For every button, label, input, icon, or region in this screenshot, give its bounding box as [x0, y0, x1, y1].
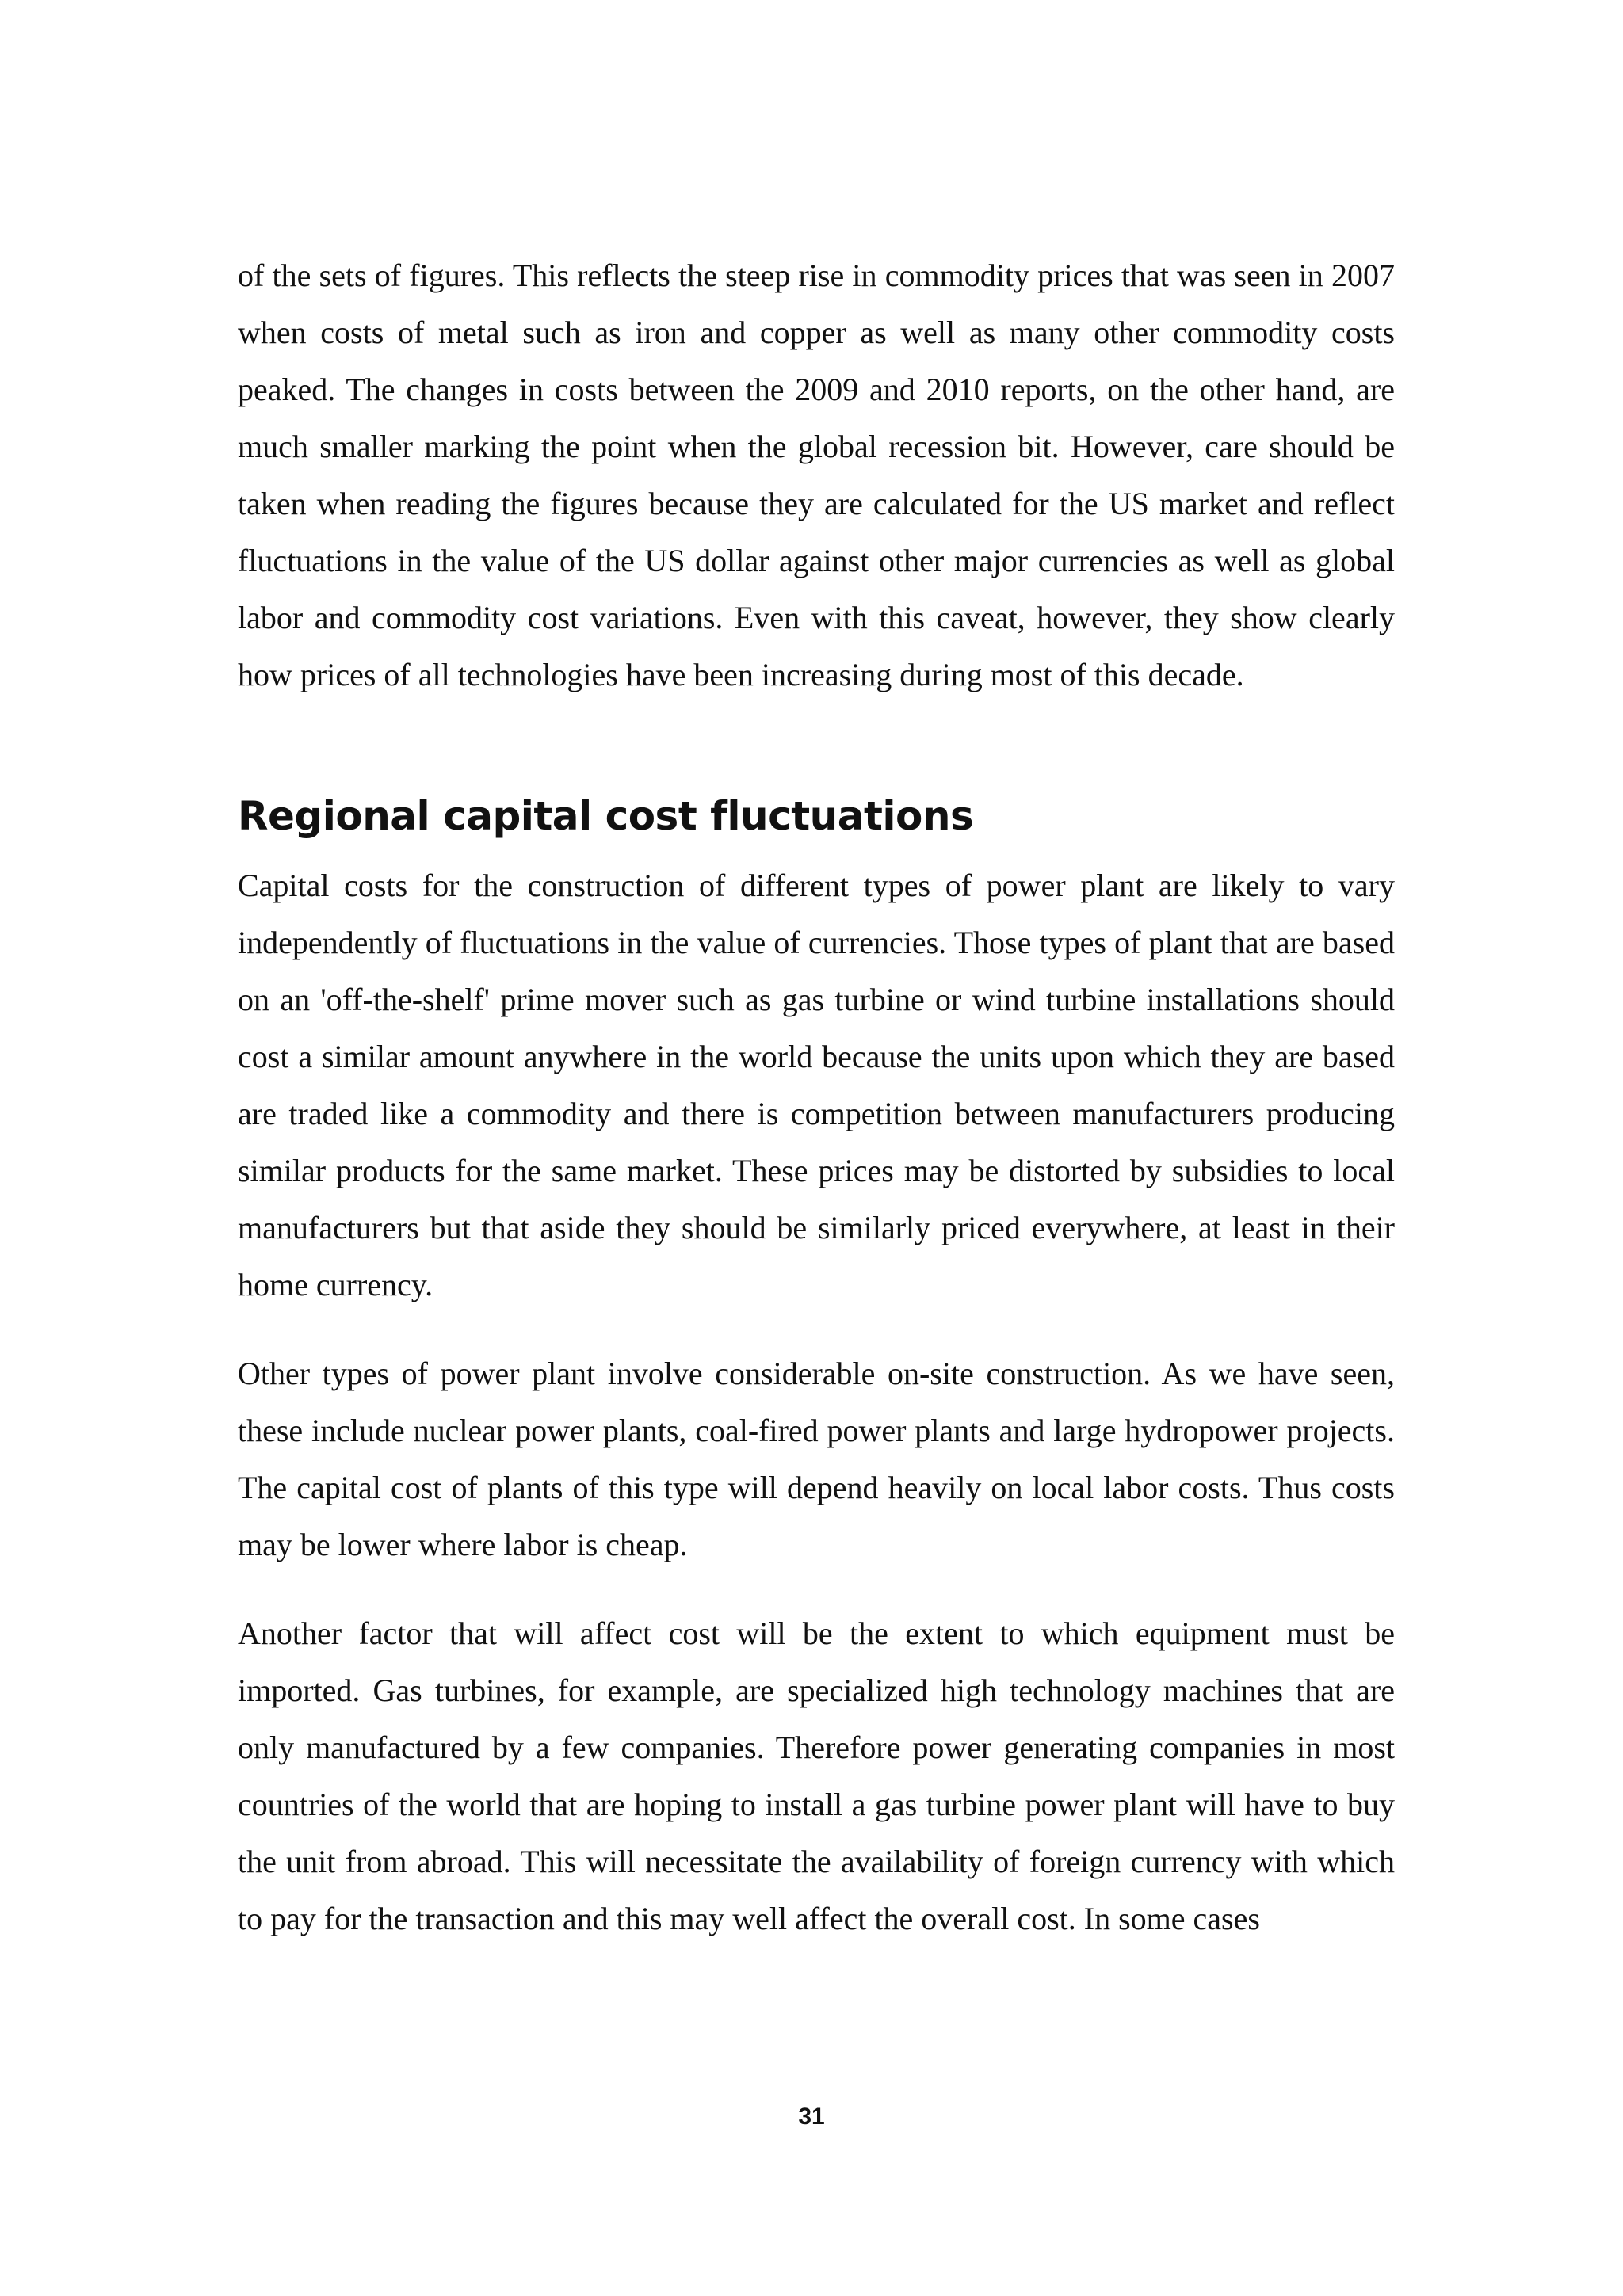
- page-content: [238, 247, 1395, 1947]
- section-heading: Regional capital cost fluctuations: [238, 793, 974, 839]
- intro-paragraph: of the sets of figures. This reflects the steep rise in commodity prices that was seen in 2007 when costs of metal such as iron and copper as well as many other commodity costs peaked. The changes in costs between the 2009 and 2010 reports, on the other hand, are much smaller marking the point when the global recession bit. However, care should be taken when reading the figures because they are calculated for the US market and reflect fluctuations in the value of the US dollar against other major currencies as well as global labor and commodity cost variations. Even with this caveat, however, they show clearly how prices of all technologies have been increasing during most of this decade.: [238, 257, 1395, 692]
- section-paragraph-2: Other types of power plant involve considerable on-site construction. As we have seen, these include nuclear power plants, coal-fired power plants and large hydropower projects. The capital cost of plants of this type will depend heavily on local labor costs. Thus costs may be lower where labor is cheap.: [238, 1356, 1395, 1562]
- page-number: 31: [798, 2103, 825, 2130]
- section-paragraph-1: Capital costs for the construction of different types of power plant are likely to vary independently of fluctuations in the value of currencies. Those types of plant that are based on an 'off-the-shelf' prime mover such as gas turbine or wind turbine installations should cost a similar amount anywhere in the world because the units upon which they are based are traded like a commodity and there is competition between manufacturers producing similar products for the same market. These prices may be distorted by subsidies to local manufacturers but that aside they should be similarly priced everywhere, at least in their home currency.: [238, 868, 1395, 1302]
- section-paragraph-3: Another factor that will affect cost will be the extent to which equipment must be imported. Gas turbines, for example, are specialized high technology machines that are only manufactured by a few companies. Therefore power generating companies in most countries of the world that are hoping to install a gas turbine power plant will have to buy the unit from abroad. This will necessitate the availability of foreign currency with which to pay for the transaction and this may well affect the overall cost. In some cases: [238, 1615, 1395, 1936]
